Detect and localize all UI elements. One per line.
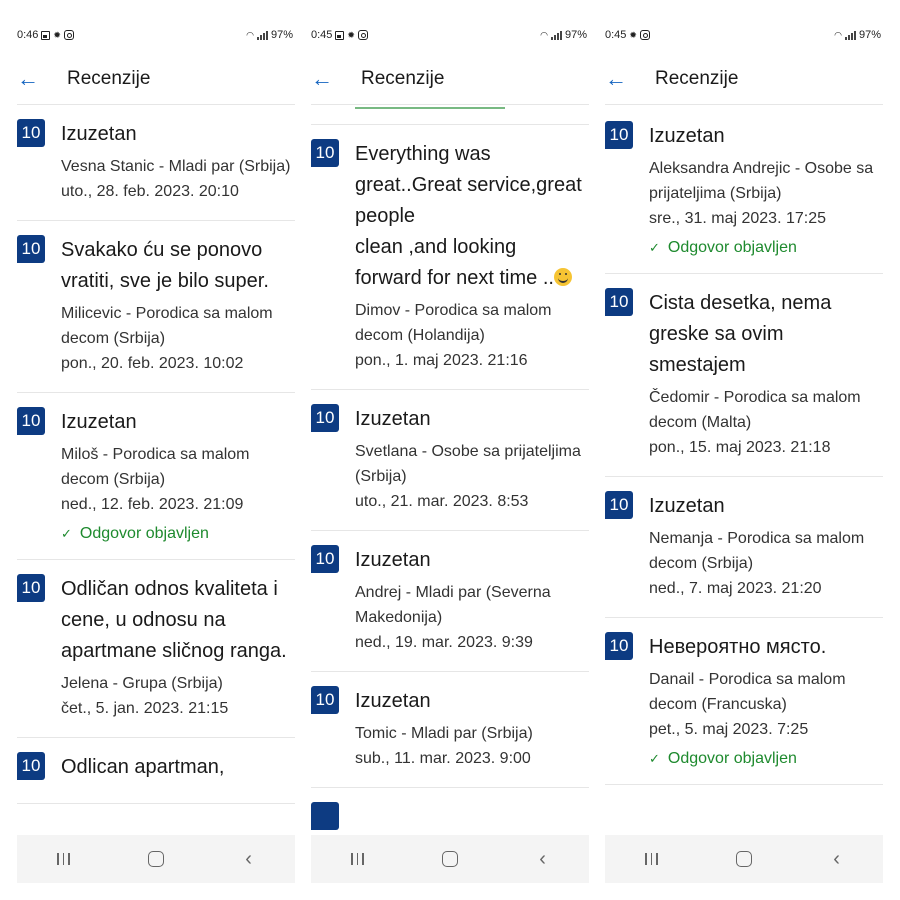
review-item[interactable]: [17, 221, 295, 393]
check-icon: ✓: [61, 526, 72, 541]
gallery-notification-icon: [41, 31, 50, 40]
score-badge: 10: [605, 491, 633, 519]
back-button[interactable]: [17, 53, 67, 105]
review-title: Everything was great..Great service,great people clean ,and looking forward for next time ..: [355, 143, 582, 289]
reviews-list[interactable]: [17, 105, 295, 835]
review-item[interactable]: [311, 788, 589, 835]
review-date: ned., 12. feb. 2023. 21:09: [61, 496, 244, 513]
home-button[interactable]: [420, 835, 480, 883]
review-author: Andrej - Mladi par (Severna Makedonija): [355, 584, 551, 626]
system-nav-bar: [17, 835, 295, 883]
app-bar: [311, 53, 589, 105]
reply-published-status: [649, 239, 879, 257]
back-button[interactable]: [605, 53, 655, 105]
page-title: Recenzije: [67, 67, 151, 89]
score-badge: 10: [605, 632, 633, 660]
back-button[interactable]: [311, 53, 361, 105]
review-item[interactable]: [311, 531, 589, 672]
settings-notification-icon: ✹: [347, 29, 355, 40]
reply-published-label: Odgovor objavljen: [79, 525, 209, 542]
review-title: Izuzetan: [649, 495, 725, 517]
home-icon: [736, 851, 752, 867]
system-back-button[interactable]: [807, 835, 867, 883]
review-title: Izuzetan: [61, 123, 137, 145]
chevron-left-icon: ‹: [833, 847, 840, 870]
signal-icon: [257, 31, 268, 40]
phone-screen-1: [17, 17, 295, 883]
review-author: Aleksandra Andrejic - Osobe sa prijateljima (Srbija): [649, 160, 874, 202]
review-title: Izuzetan: [355, 690, 431, 712]
page-title: Recenzije: [361, 67, 445, 89]
score-badge: 10: [311, 139, 339, 167]
system-back-button[interactable]: [513, 835, 573, 883]
phone-screen-3: [605, 17, 883, 883]
review-item[interactable]: [17, 105, 295, 221]
phone-screen-2: [311, 17, 589, 883]
wifi-icon: ◠: [246, 29, 254, 40]
review-author: Nemanja - Porodica sa malom decom (Srbija): [649, 530, 865, 572]
recent-apps-button[interactable]: [327, 835, 387, 883]
review-item[interactable]: [605, 274, 883, 477]
review-title: Izuzetan: [355, 408, 431, 430]
reply-published-status: [649, 750, 879, 768]
review-date: pet., 5. maj 2023. 7:25: [649, 721, 809, 738]
score-badge: 10: [605, 121, 633, 149]
reply-published-label: Odgovor objavljen: [667, 239, 797, 256]
review-date: uto., 21. mar. 2023. 8:53: [355, 493, 529, 510]
review-date: sre., 31. maj 2023. 17:25: [649, 210, 826, 227]
review-item[interactable]: [17, 560, 295, 738]
review-item[interactable]: [605, 105, 883, 274]
chevron-left-icon: ‹: [245, 847, 252, 870]
partial-review-item: [311, 105, 589, 125]
home-button[interactable]: [126, 835, 186, 883]
review-author: Dimov - Porodica sa malom decom (Holandija): [355, 302, 552, 344]
score-badge: 10: [311, 545, 339, 573]
battery-level: 97%: [270, 29, 293, 41]
review-author: Čedomir - Porodica sa malom decom (Malta): [649, 389, 861, 431]
review-title: Izuzetan: [649, 125, 725, 147]
battery-level: 97%: [858, 29, 881, 41]
review-date: ned., 7. maj 2023. 21:20: [649, 580, 822, 597]
reviews-list[interactable]: [605, 105, 883, 835]
recent-apps-button[interactable]: [33, 835, 93, 883]
review-item[interactable]: [17, 393, 295, 560]
review-date: pon., 20. feb. 2023. 10:02: [61, 355, 244, 372]
system-nav-bar: [605, 835, 883, 883]
review-date: ned., 19. mar. 2023. 9:39: [355, 634, 533, 651]
status-bar: [17, 17, 295, 53]
review-title: Izuzetan: [355, 549, 431, 571]
recent-apps-button[interactable]: [621, 835, 681, 883]
signal-icon: [845, 31, 856, 40]
recent-apps-icon: [57, 853, 70, 865]
review-date: pon., 15. maj 2023. 21:18: [649, 439, 831, 456]
review-title: Odličan odnos kvaliteta i cene, u odnosu na apartmane sličnog ranga.: [61, 578, 287, 662]
chevron-left-icon: ‹: [539, 847, 546, 870]
review-date: čet., 5. jan. 2023. 21:15: [61, 700, 229, 717]
score-badge: 10: [311, 686, 339, 714]
app-bar: [17, 53, 295, 105]
system-back-button[interactable]: [219, 835, 279, 883]
status-bar: [605, 17, 883, 53]
check-icon: ✓: [649, 751, 660, 766]
home-icon: [442, 851, 458, 867]
home-button[interactable]: [714, 835, 774, 883]
review-author: Danail - Porodica sa malom decom (Francuska): [649, 671, 846, 713]
review-item[interactable]: [17, 738, 295, 804]
review-item[interactable]: [311, 125, 589, 390]
back-arrow-icon: ←: [17, 65, 39, 91]
app-bar: [605, 53, 883, 105]
recent-apps-icon: [645, 853, 658, 865]
review-author: Jelena - Grupa (Srbija): [61, 675, 223, 692]
reviews-list[interactable]: [311, 105, 589, 835]
wifi-icon: ◠: [540, 29, 548, 40]
back-arrow-icon: ←: [311, 65, 333, 91]
review-date: uto., 28. feb. 2023. 20:10: [61, 183, 239, 200]
review-author: Vesna Stanic - Mladi par (Srbija): [61, 158, 291, 175]
system-nav-bar: [311, 835, 589, 883]
review-date: sub., 11. mar. 2023. 9:00: [355, 750, 531, 767]
page-title: Recenzije: [655, 67, 739, 89]
score-badge: 10: [605, 288, 633, 316]
recent-apps-icon: [351, 853, 364, 865]
review-date: pon., 1. maj 2023. 21:16: [355, 352, 528, 369]
smiley-emoji-icon: [554, 268, 572, 286]
review-author: Milicevic - Porodica sa malom decom (Srbija): [61, 305, 273, 347]
instagram-notification-icon: [640, 30, 650, 40]
review-author: Svetlana - Osobe sa prijateljima (Srbija): [355, 443, 581, 485]
gallery-notification-icon: [335, 31, 344, 40]
review-title: Невероятно място.: [649, 636, 827, 658]
status-time: 0:46: [17, 29, 39, 41]
signal-icon: [551, 31, 562, 40]
status-time: 0:45: [311, 29, 333, 41]
score-badge: 10: [17, 119, 45, 147]
check-icon: ✓: [649, 240, 660, 255]
review-title: Odlican apartman,: [61, 756, 225, 778]
score-badge: 10: [17, 235, 45, 263]
status-time: 0:45: [605, 29, 627, 41]
review-title: Izuzetan: [61, 411, 137, 433]
home-icon: [148, 851, 164, 867]
instagram-notification-icon: [358, 30, 368, 40]
reply-published-label: Odgovor objavljen: [667, 750, 797, 767]
review-author: Tomic - Mladi par (Srbija): [355, 725, 533, 742]
score-badge: 10: [17, 407, 45, 435]
review-item[interactable]: [311, 390, 589, 531]
instagram-notification-icon: [64, 30, 74, 40]
back-arrow-icon: ←: [605, 65, 627, 91]
settings-notification-icon: ✹: [53, 29, 61, 40]
score-badge: 10: [17, 574, 45, 602]
battery-level: 97%: [564, 29, 587, 41]
review-item[interactable]: [605, 477, 883, 618]
status-bar: [311, 17, 589, 53]
wifi-icon: ◠: [834, 29, 842, 40]
settings-notification-icon: ✹: [629, 29, 637, 40]
review-item[interactable]: [311, 672, 589, 788]
review-title: Svakako ću se ponovo vratiti, sve je bilo super.: [61, 239, 269, 292]
score-badge: 10: [311, 404, 339, 432]
score-badge: 10: [17, 752, 45, 780]
review-item[interactable]: [605, 618, 883, 785]
score-badge: [311, 802, 339, 830]
review-title: Cista desetka, nema greske sa ovim smestajem: [649, 292, 832, 376]
review-author: Miloš - Porodica sa malom decom (Srbija): [61, 446, 250, 488]
reply-published-status: [61, 525, 291, 543]
